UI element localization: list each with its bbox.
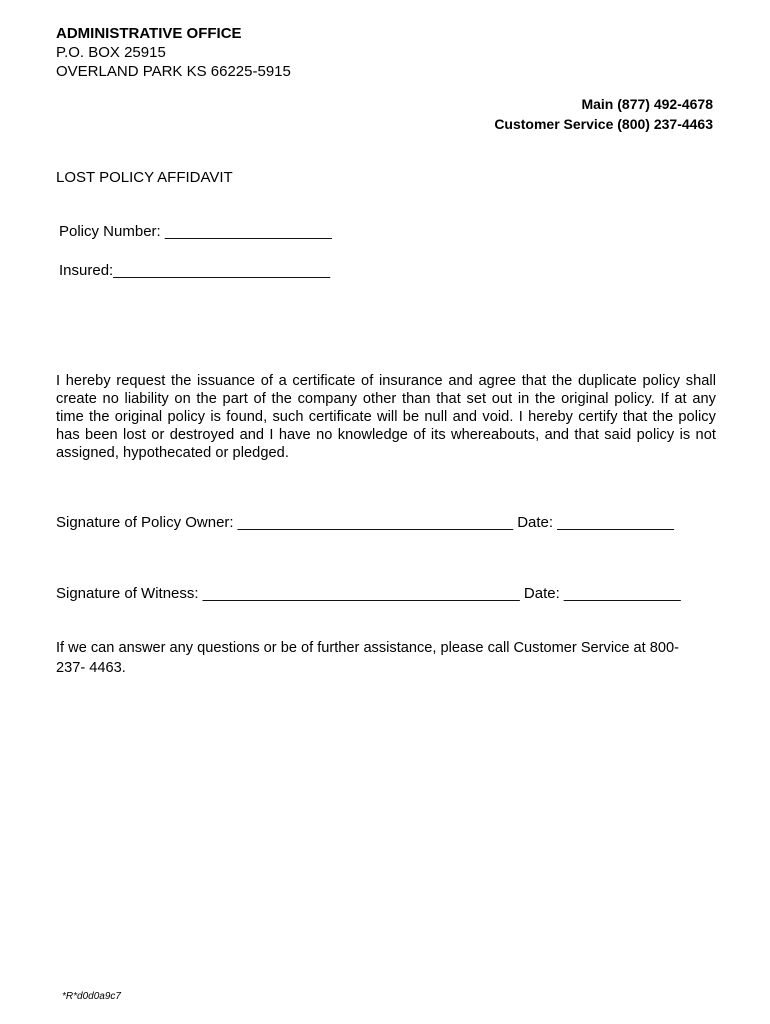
insured-field: Insured:__________________________ <box>59 262 331 279</box>
witness-signature-line: Signature of Witness: ______________________________________ Date: ______________ <box>56 585 681 602</box>
customer-service-phone: Customer Service (800) 237-4463 <box>494 116 713 132</box>
document-code: *R*d0d0a9c7 <box>62 991 121 1002</box>
closing-note: If we can answer any questions or be of further assistance, please call Customer Service at 800-237- 4463. <box>56 640 679 676</box>
policy-number-field: Policy Number: ____________________ <box>59 223 332 240</box>
office-name: ADMINISTRATIVE OFFICE <box>56 25 242 42</box>
affidavit-statement: I hereby request the issuance of a certificate of insurance and agree that the duplicate policy shall create no liability on the part of the company other than that set out in the original policy. If at any time the original policy is found, such certificate will be null and void. I hereby certify that the policy has been lost or destroyed and I have no knowledge of its whereabouts, and that said policy is not assigned, hypothecated or pledged. <box>56 373 716 461</box>
owner-signature-line: Signature of Policy Owner: _________________________________ Date: ______________ <box>56 514 675 531</box>
city-line: OVERLAND PARK KS 66225-5915 <box>56 63 291 80</box>
main-phone: Main (877) 492-4678 <box>581 96 713 112</box>
form-title: LOST POLICY AFFIDAVIT <box>56 169 233 186</box>
po-box: P.O. BOX 25915 <box>56 44 166 61</box>
